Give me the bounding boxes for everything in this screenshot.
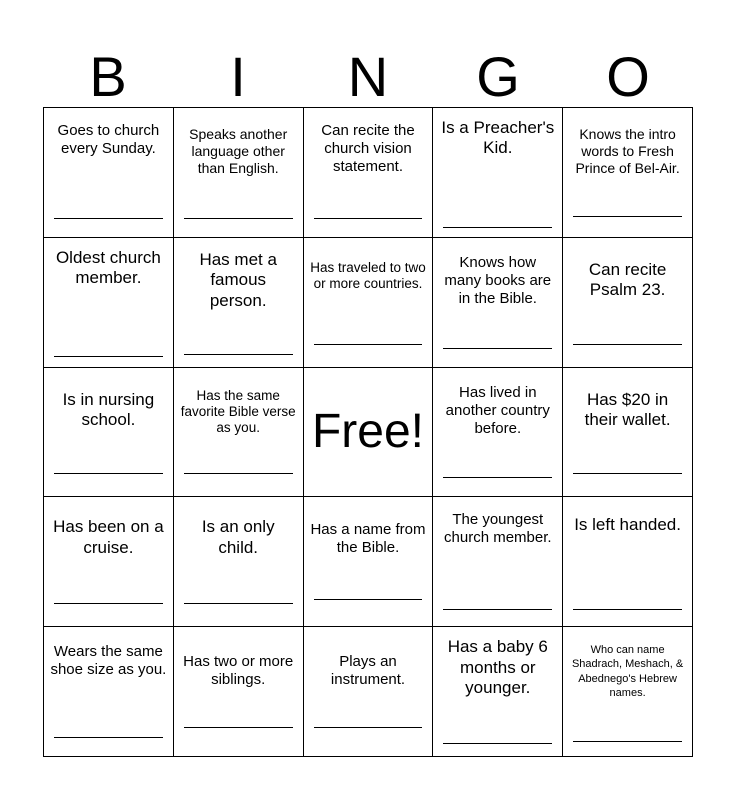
bingo-cell[interactable] (563, 627, 693, 757)
signature-line (184, 473, 293, 474)
cell-prompt: Who can name Shadrach, Meshach, & Abednego's Hebrew names. (571, 644, 684, 700)
signature-line (443, 743, 552, 744)
bingo-cell[interactable] (174, 497, 304, 627)
bingo-cell[interactable] (563, 368, 693, 498)
cell-prompt: Has traveled to two or more countries. (310, 259, 426, 291)
cell-prompt: Is an only child. (201, 517, 275, 557)
signature-line (54, 218, 163, 219)
cell-prompt: Can recite the church vision statement. (321, 122, 415, 175)
bingo-cell[interactable] (563, 108, 693, 238)
signature-line (54, 603, 163, 604)
header-letter-g: G (476, 45, 520, 108)
cell-prompt: Has two or more siblings. (183, 653, 294, 689)
cell-prompt: Knows the intro words to Fresh Prince of Bel-Air. (575, 126, 680, 176)
signature-line (314, 727, 423, 728)
signature-line (54, 356, 163, 357)
header-letter-i: I (230, 45, 246, 108)
cell-prompt: Has the same favorite Bible verse as you. (180, 387, 296, 435)
signature-line (184, 603, 293, 604)
signature-line (573, 741, 682, 742)
bingo-cell[interactable] (44, 627, 174, 757)
cell-prompt: Oldest church member. (55, 247, 161, 288)
bingo-cell[interactable] (174, 108, 304, 238)
cell-prompt: Goes to church every Sunday. (57, 122, 160, 157)
header-letter-o: O (606, 45, 650, 108)
bingo-cell[interactable] (304, 627, 434, 757)
bingo-cell[interactable] (174, 368, 304, 498)
cell-prompt: Knows how many books are in the Bible. (444, 253, 552, 307)
bingo-cell[interactable] (44, 108, 174, 238)
signature-line (573, 344, 682, 345)
cell-prompt: Plays an instrument. (330, 653, 406, 689)
bingo-cell[interactable] (44, 238, 174, 368)
free-space-label: Free! (311, 405, 424, 459)
bingo-cell[interactable] (174, 238, 304, 368)
header-letter-n: N (347, 45, 389, 108)
cell-prompt: Is left handed. (574, 515, 681, 535)
bingo-cell[interactable] (433, 238, 563, 368)
cell-prompt: Is a Preacher's Kid. (441, 118, 555, 158)
cell-prompt: Has $20 in their wallet. (584, 389, 671, 429)
cell-prompt: Has lived in another country before. (445, 383, 550, 437)
cell-prompt: Has a baby 6 months or younger. (447, 637, 548, 697)
bingo-cell[interactable] (433, 108, 563, 238)
signature-line (184, 218, 293, 219)
bingo-cell[interactable] (304, 108, 434, 238)
cell-prompt: Wears the same shoe size as you. (50, 643, 167, 679)
signature-line (184, 727, 293, 728)
bingo-cell[interactable] (44, 368, 174, 498)
bingo-cell[interactable] (433, 497, 563, 627)
signature-line (54, 473, 163, 474)
signature-line (314, 344, 423, 345)
signature-line (54, 737, 163, 738)
signature-line (443, 348, 552, 349)
bingo-card-grid (43, 107, 693, 757)
bingo-cell[interactable] (563, 497, 693, 627)
signature-line (314, 218, 423, 219)
header-letter-b: B (89, 45, 127, 108)
cell-prompt: Has a name from the Bible. (310, 521, 426, 557)
bingo-cell[interactable] (304, 238, 434, 368)
bingo-cell[interactable] (44, 497, 174, 627)
bingo-cell[interactable] (563, 238, 693, 368)
cell-prompt: The youngest church member. (444, 511, 552, 547)
signature-line (443, 609, 552, 610)
bingo-header (43, 45, 693, 108)
signature-line (443, 227, 552, 228)
bingo-cell[interactable] (304, 497, 434, 627)
signature-line (184, 354, 293, 355)
signature-line (573, 216, 682, 217)
bingo-cell[interactable] (433, 627, 563, 757)
cell-prompt: Is in nursing school. (62, 389, 155, 429)
signature-line (443, 477, 552, 478)
signature-line (573, 473, 682, 474)
signature-line (573, 609, 682, 610)
cell-prompt: Can recite Psalm 23. (588, 259, 667, 300)
bingo-cell[interactable] (174, 627, 304, 757)
cell-prompt: Has been on a cruise. (53, 517, 164, 557)
bingo-cell[interactable] (433, 368, 563, 498)
cell-prompt: Speaks another language other than English. (189, 126, 288, 176)
cell-prompt: Has met a famous person. (199, 249, 277, 310)
signature-line (314, 599, 423, 600)
free-space[interactable] (304, 368, 434, 498)
